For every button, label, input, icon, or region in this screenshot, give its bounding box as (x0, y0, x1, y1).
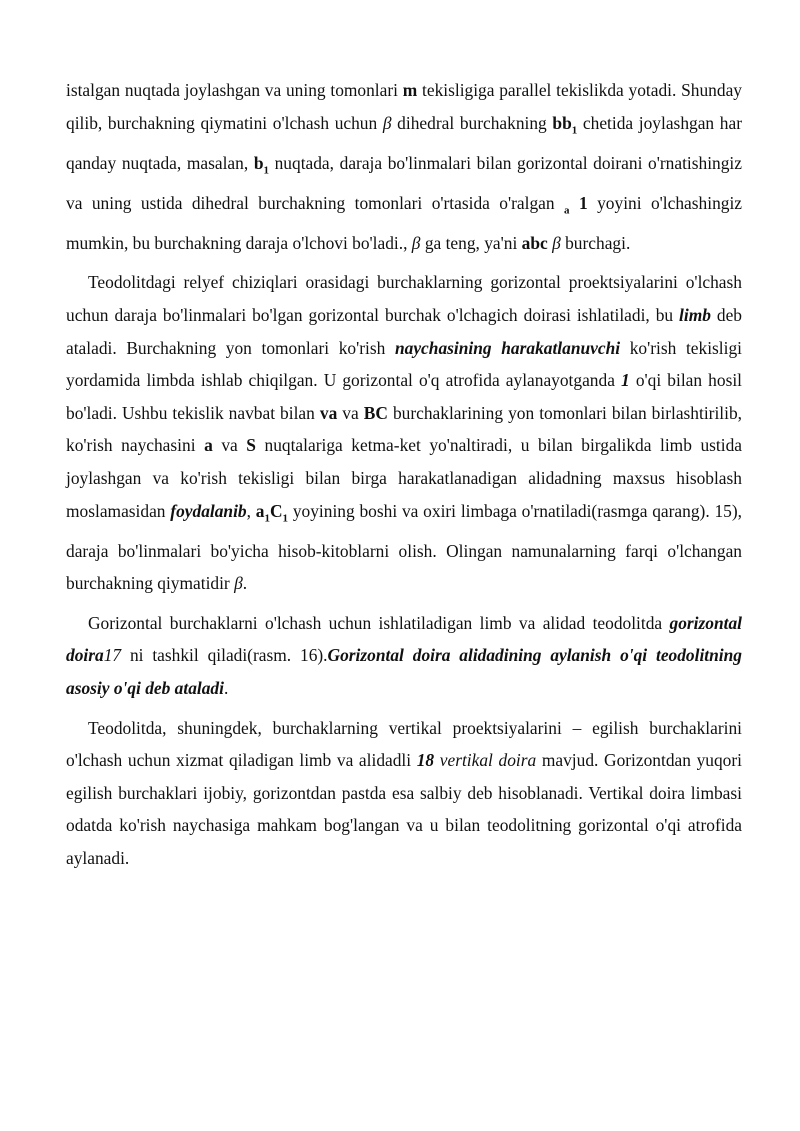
text-run-bi: naychasining harakatlanuvchi (394, 337, 621, 358)
text-run: yoyini o'lchashingiz mumkin, bu burchakning daraja o'lchovi bo'ladi., (66, 192, 743, 253)
text-run-b: m (402, 80, 418, 100)
paragraph-4 (66, 712, 742, 875)
text-run-bi: Gorizontal doira alidadining aylanish o'qi teodolitning asosiy o'qi deb ataladi (66, 645, 742, 698)
text-run-bi: foydalanib (170, 500, 247, 521)
text-run: ni tashkil qiladi(rasm. 16). (121, 645, 328, 666)
text-run-bi: 18 (416, 750, 435, 771)
text-run: va (337, 402, 364, 423)
text-run-bi: limb (679, 304, 711, 325)
text-run-b: a (204, 435, 213, 456)
text-run: Teodolitda, shuningdek, burchaklarning vertikal proektsiyalarini – egilish burchaklarini o'lchash uchun xizmat qiladigan limb va alidadli (66, 717, 742, 771)
text-run-b: C (269, 500, 283, 521)
text-run-b-sub: 1 (263, 164, 269, 177)
text-run: va (212, 435, 247, 456)
text-run: tekisligiga parallel tekislikda yotadi. Shunday qilib, burchakning qiymatini o'lchash uchun (66, 80, 742, 133)
text-run-b: b (253, 152, 264, 173)
text-run: mavjud. Gorizontdan yuqori egilish burchaklari ijobiy, gorizontdan pastda esa salbiy deb hisoblanadi. Vertikal doira limbasi odatda ko'rish naychasiga mahkam bog'langan va u bilan teodolitning gorizontal o'qi atrofida aylanadi. (66, 750, 742, 868)
text-run-b-sub: 1 (282, 512, 289, 524)
text-run: . (242, 573, 248, 594)
text-run: nuqtada, daraja bo'linmalari bilan gorizontal doirani o'rnatishingiz va uning ustida dihedral burchakning tomonlari o'rtasida o'ralgan (66, 152, 742, 213)
text-run-b: BC (363, 402, 388, 423)
text-run-b: abc (521, 232, 548, 253)
text-run: ko'rish tekisligi yordamida limbda ishlab chiqilgan. U gorizontal o'q atrofida aylanayotganda (66, 337, 743, 391)
paragraph-2 (66, 266, 742, 599)
text-run: Gorizontal burchaklarni o'lchash uchun ishlatiladigan limb va alidad teodolitda (88, 612, 670, 633)
text-run-b-sub: 1 (571, 124, 578, 137)
text-run-bi: 1 (621, 370, 630, 391)
text-run-b: 1 (569, 192, 588, 213)
text-run: ga teng, ya'ni (420, 232, 522, 253)
text-run: deb ataladi. Burchakning yon tomonlari ko'rish (66, 304, 742, 358)
text-run-bi: gorizontal doira (66, 612, 742, 666)
text-run-b-sub: 1 (264, 512, 270, 524)
text-run: nuqtalariga ketma-ket yo'naltiradi, u bilan birgalikda limb ustida joylashgan va ko'rish tekisligi bilan birga harakatlanadigan alidadning maxsus hisoblash moslamasidan (66, 435, 742, 521)
text-run-i: β (552, 232, 561, 253)
text-run: , (246, 500, 256, 521)
text-run: burchaklarining yon tomonlari bilan birlashtirilib, ko'rish naychasini (66, 402, 742, 456)
text-run-i: β (234, 573, 243, 594)
document-page (66, 74, 742, 875)
text-run-b-sub: a (564, 204, 570, 217)
text-run-i: 17 (103, 645, 122, 666)
paragraph-1 (66, 74, 742, 259)
text-run: o'qi bilan hosil bo'ladi. Ushbu tekislik navbat bilan (66, 370, 743, 423)
text-run-i: β (382, 112, 392, 133)
text-run: burchagi. (560, 232, 631, 253)
text-run-b: va (319, 402, 338, 423)
text-run: Teodolitdagi relyef chiziqlari orasidagi burchaklarning gorizontal proektsiyalarini o'lchash uchun daraja bo'linmalari bo'lgan gorizontal burchak o'lchagich doirasi ishlatiladi, bu (66, 272, 742, 325)
paragraph-3 (66, 607, 742, 705)
text-run-b: bb (552, 112, 572, 133)
text-run: chetida joylashgan har qanday nuqtada, masalan, (66, 112, 742, 173)
text-run-i: β (411, 232, 421, 253)
text-run-i: vertikal doira (439, 750, 537, 771)
text-run: istalgan nuqtada joylashgan va uning tomonlari (66, 80, 403, 100)
text-run: yoyining boshi va oxiri limbaga o'rnatiladi(rasmga qarang). 15), daraja bo'linmalari bo'yicha hisob-kitoblarni olish. Olingan namunalarning farqi o'lchangan burchakning qiymatidir (66, 500, 742, 594)
text-run-b: a (255, 500, 265, 521)
text-run: . (223, 677, 229, 698)
text-run: dihedral burchakning (391, 112, 553, 133)
text-run-b: S (246, 435, 256, 456)
